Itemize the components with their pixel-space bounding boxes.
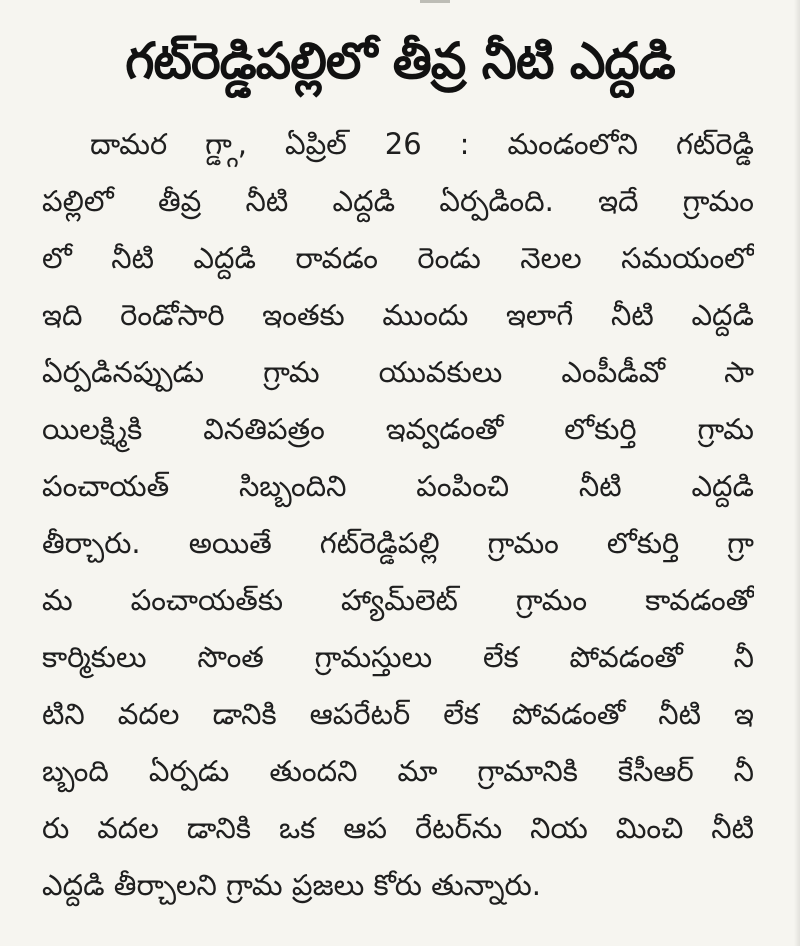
top-divider xyxy=(420,0,450,3)
article-line: తీర్చారు. అయితే గట్‌రెడ్డిపల్లి గ్రామం లోకుర్తి గ్రా xyxy=(42,526,754,560)
article-line: పల్లిలో తీవ్ర నీటి ఎద్దడి ఏర్పడింది. ఇదే గ్రామం xyxy=(42,184,754,218)
article-line: రు వదల డానికి ఒక ఆప రేటర్‌ను నియ మించి నీటి xyxy=(42,811,754,845)
page-edge-shadow xyxy=(794,0,800,946)
article-line: యిలక్ష్మికి వినతిపత్రం ఇవ్వడంతో లోకుర్తి గ్రామ xyxy=(42,412,754,446)
article-line: పంచాయత్ సిబ్బందిని పంపించి నీటి ఎద్దడి xyxy=(42,469,754,503)
article-line: లో నీటి ఎద్దడి రావడం రెండు నెలల సమయంలో xyxy=(42,241,754,275)
article-line: దామర గ్డ్గా, ఏప్రిల్ 26 : మండంలోని గట్‌రెడ్డి xyxy=(90,127,754,161)
article-line: బ్బంది ఏర్పడు తుందని మా గ్రామానికి కేసీఆర్ నీ xyxy=(42,754,754,788)
article-body xyxy=(42,116,754,914)
article-line: ఏర్పడినప్పుడు గ్రామ యువకులు ఎంపీడీవో సా xyxy=(42,355,754,389)
article-line: కార్మికులు సొంత గ్రామస్తులు లేక పోవడంతో నీ xyxy=(42,640,754,674)
article-line: ఎద్దడి తీర్చాలని గ్రామ ప్రజలు కోరు తున్నారు. xyxy=(42,868,541,902)
article-line: ఇది రెండోసారి ఇంతకు ముందు ఇలాగే నీటి ఎద్దడి xyxy=(42,298,754,332)
article-line: మ పంచాయత్‌కు హ్యామ్‌లెట్ గ్రామం కావడంతో xyxy=(42,583,754,617)
article-line: టిని వదల డానికి ఆపరేటర్ లేక పోవడంతో నీటి ఇ xyxy=(42,697,754,731)
article-headline: గట్‌రెడ్డిపల్లిలో తీవ్ర నీటి ఎద్దడి xyxy=(125,32,675,90)
